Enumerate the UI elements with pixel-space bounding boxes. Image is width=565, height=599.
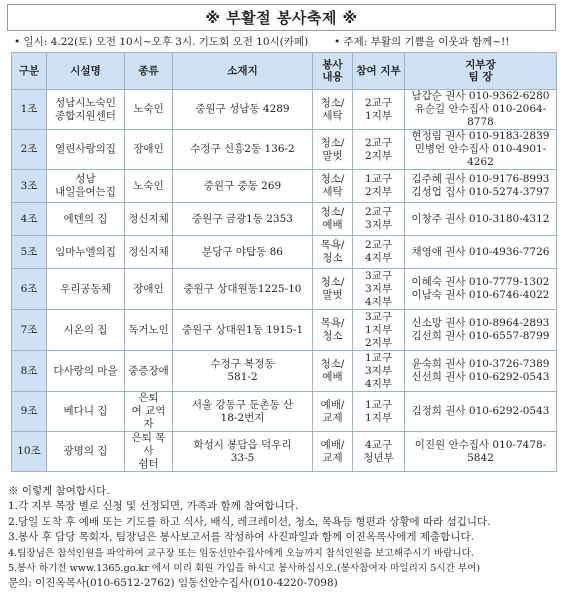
cell-group: 8조 (12, 351, 47, 392)
cell-branches: 2교구 1지부 (353, 90, 405, 130)
event-theme: • 주제: 부활의 기쁨을 이웃과 함께~!! (334, 36, 510, 48)
cell-address: 분당구 야탑동 86 (173, 236, 313, 269)
cell-type: 노숙인 (125, 90, 173, 130)
cell-leader: 김주혜 권사 010-9176-8993 김성업 집사 010-5274-3797 (405, 170, 557, 203)
cell-address: 화성시 봉담읍 덕우리 33-5 (173, 432, 313, 472)
cell-type: 중증장애 (125, 351, 173, 392)
cell-leader: 현정림 권사 010-9183-2839 민병언 안수집사 010-4901-4262 (405, 130, 557, 170)
volunteer-schedule-table (11, 52, 557, 472)
cell-address: 수정구 신흥2동 136-2 (173, 130, 313, 170)
table-row (12, 310, 557, 351)
header-service: 봉사 내용 (313, 53, 353, 90)
cell-group: 4조 (12, 203, 47, 236)
event-date-time: • 일시: 4.22(토) 오전 10시~오후 3시. 기도회 오전 10시(카페) (14, 36, 309, 48)
cell-address: 수정구 복정동 581-2 (173, 351, 313, 392)
cell-branches: 3교구 3지부 4지부 (353, 269, 405, 310)
note-item: 2.당일 도착 후 예배 또는 기도를 하고 식사, 배식, 레크레이션, 청소, 목욕등 형편과 상황에 따라 섬깁니다. (8, 515, 491, 528)
cell-service: 목욕/ 청소 (313, 310, 353, 351)
cell-service: 청소/ 세탁 (313, 170, 353, 203)
table-row (12, 130, 557, 170)
cell-type: 독거노인 (125, 310, 173, 351)
table-row (12, 90, 557, 130)
cell-branches: 1교구 2지부 (353, 170, 405, 203)
cell-service: 목욕/ 청소 (313, 236, 353, 269)
cell-facility: 시온의 집 (47, 310, 125, 351)
cell-address: 중원구 중동 269 (173, 170, 313, 203)
table-row (12, 203, 557, 236)
participation-notes (8, 484, 558, 592)
cell-facility: 에덴의 집 (47, 203, 125, 236)
cell-branches: 3교구 1지부 2지부 (353, 310, 405, 351)
cell-leader: 이진원 안수집사 010-7478-5842 (405, 432, 557, 472)
cell-leader: 윤숙희 권사 010-3726-7389 신선희 권사 010-6292-0543 (405, 351, 557, 392)
cell-service: 예배/ 교제 (313, 392, 353, 432)
cell-type: 정신지체 (125, 236, 173, 269)
cell-group: 3조 (12, 170, 47, 203)
cell-leader: 이혜숙 권사 010-7779-1302 이남숙 권사 010-6746-4022 (405, 269, 557, 310)
cell-branches: 2교구 4지부 (353, 236, 405, 269)
cell-address: 서울 강동구 둔촌동 산 18-2번지 (173, 392, 313, 432)
cell-group: 6조 (12, 269, 47, 310)
note-item: 4.팀장님은 참석인원을 파악하여 교구장 또는 임동선안수집사에게 오늘까지 참석인원을 보고해주시기 바랍니다. (8, 547, 474, 559)
cell-branches: 1교구 3지부 4지부 (353, 351, 405, 392)
cell-address: 중원구 금광1동 2353 (173, 203, 313, 236)
cell-type: 은퇴 목사 쉼터 (125, 432, 173, 472)
cell-facility: 광명의 집 (47, 432, 125, 472)
cell-group: 5조 (12, 236, 47, 269)
cell-facility: 우리공동체 (47, 269, 125, 310)
table-row (12, 392, 557, 432)
cell-facility: 임마누엘의집 (47, 236, 125, 269)
cell-branches: 1교구 1지부 (353, 392, 405, 432)
cell-group: 10조 (12, 432, 47, 472)
cell-service: 예배/ 교제 (313, 432, 353, 472)
cell-type: 은퇴 여 교역자 (125, 392, 173, 432)
cell-branches: 2교구 2지부 (353, 130, 405, 170)
cell-type: 장애인 (125, 130, 173, 170)
header-type: 종류 (125, 53, 173, 90)
cell-group: 9조 (12, 392, 47, 432)
cell-service: 청소/ 말벗 (313, 269, 353, 310)
cell-facility: 다사랑의 마을 (47, 351, 125, 392)
cell-type: 정신지체 (125, 203, 173, 236)
table-header-row (12, 53, 557, 90)
page-title: ※ 부활절 봉사축제 ※ (7, 4, 556, 31)
table-row (12, 432, 557, 472)
cell-facility: 성남 내일을여는집 (47, 170, 125, 203)
cell-facility: 베다니 집 (47, 392, 125, 432)
cell-branches: 2교구 3지부 (353, 203, 405, 236)
header-facility: 시설명 (47, 53, 125, 90)
note-item: 5.봉사 하기전 www.1365.go.kr 에서 미리 회원 가입을 하시고 봉사하십시오.(봉사참여자 마일리지 5시간 부여) (8, 563, 481, 575)
contact-info: 문의: 이진옥목사(010-6512-2762) 임동선안수집사(010-4220-7098) (8, 577, 338, 590)
header-group: 구분 (12, 53, 47, 90)
cell-group: 7조 (12, 310, 47, 351)
header-leader: 지부장 팀 장 (405, 53, 557, 90)
table-row (12, 236, 557, 269)
note-item: 1.각 지부 목장 별로 신청 및 선정되면, 가족과 함께 참여합니다. (8, 500, 299, 513)
cell-address: 중원구 성남동 4289 (173, 90, 313, 130)
notes-heading: ※ 이렇게 참여합시다. (8, 485, 110, 497)
cell-leader: 김정희 권사 010-6292-0543 (405, 392, 557, 432)
cell-leader: 남갑순 권사 010-9362-6280 유순길 안수집사 010-2064-8778 (405, 90, 557, 130)
cell-group: 1조 (12, 90, 47, 130)
table-row (12, 269, 557, 310)
cell-address: 중원구 상대원동1225-10 (173, 269, 313, 310)
cell-service: 청소/ 예배 (313, 203, 353, 236)
event-info (14, 34, 559, 50)
cell-service: 청소/ 예배 (313, 351, 353, 392)
cell-branches: 4교구 청년부 (353, 432, 405, 472)
header-address: 소재지 (173, 53, 313, 90)
cell-service: 청소/ 말벗 (313, 130, 353, 170)
cell-facility: 성남시노숙인 종합지원센터 (47, 90, 125, 130)
note-item: 3.봉사 후 담당 목회자, 팀장님은 봉사보고서를 작성하여 사진파일과 함께 이진옥목사에게 제출합니다. (8, 531, 474, 544)
cell-service: 청소/ 세탁 (313, 90, 353, 130)
header-branches: 참여 지부 (353, 53, 405, 90)
table-row (12, 170, 557, 203)
cell-facility: 열린사랑의집 (47, 130, 125, 170)
cell-type: 장애인 (125, 269, 173, 310)
cell-group: 2조 (12, 130, 47, 170)
cell-leader: 신소망 권사 010-8964-2893 김선희 권사 010-6557-8799 (405, 310, 557, 351)
cell-type: 노숙인 (125, 170, 173, 203)
table-row (12, 351, 557, 392)
cell-address: 중원구 상대원1동 1915-1 (173, 310, 313, 351)
cell-leader: 이창주 권사 010-3180-4312 (405, 203, 557, 236)
cell-leader: 채영애 권사 010-4936-7726 (405, 236, 557, 269)
